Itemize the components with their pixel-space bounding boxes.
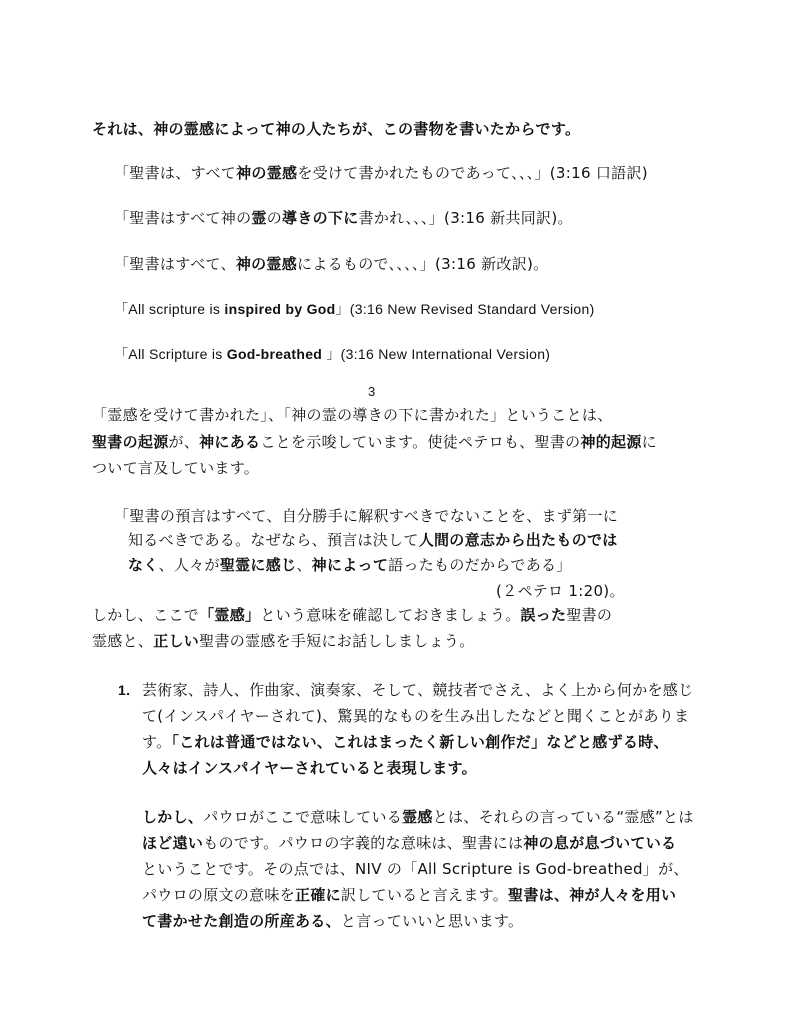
para3-line1: しかし、パウロがここで意味している霊感とは、それらの言っている“霊感”とは xyxy=(142,808,694,826)
para3-line2: ほど遠いものです。パウロの字義的な意味は、聖書には神の息が息づいている xyxy=(142,834,677,852)
quote-niv: 「All Scripture is God-breathed 」(3:16 New International Version) xyxy=(114,346,551,362)
quote-shinkyodo: 「聖書はすべて神の霊の導きの下に書かれ、、、」(3:16 新共同訳)。 xyxy=(114,209,573,227)
para1-line3: ついて言及しています。 xyxy=(92,459,260,477)
list-item-line3: す。「これは普通ではない、これはまったく新しい創作だ」などと感ずる時、 xyxy=(142,733,669,751)
para3-line5: て書かせた創造の所産ある、と言っていいと思います。 xyxy=(142,912,524,930)
page-number: 3 xyxy=(368,384,376,399)
list-item-line2: て(インスパイヤーされて)、驚異的なものを生み出したなどと聞くことがありま xyxy=(142,707,690,725)
para2-line2: 霊感と、正しい聖書の霊感を手短にお話ししましょう。 xyxy=(92,632,475,650)
list-item-line4: 人々はインスパイヤーされていると表現します。 xyxy=(142,759,477,777)
para2-line1: しかし、ここで「霊感」という意味を確認しておきましょう。誤った聖書の xyxy=(92,606,613,624)
para3-line3: ということです。その点では、NIV の「All Scripture is God-breathed」が、 xyxy=(142,860,689,878)
quote-kougo: 「聖書は、すべて神の霊感を受けて書かれたものであって、、、」(3:16 口語訳) xyxy=(114,164,648,182)
peter-quote-ref: (２ペテロ 1:20)。 xyxy=(496,582,625,600)
quote-shinkaiyaku: 「聖書はすべて、神の霊感によるもので、、、、」(3:16 新改訳)。 xyxy=(114,255,549,273)
list-item-line1: 芸術家、詩人、作曲家、演奏家、そして、競技者でさえ、よく上から何かを感じ xyxy=(142,681,694,699)
para1-line1: 「霊感を受けて書かれた」、「神の霊の導きの下に書かれた」ということは、 xyxy=(92,406,613,424)
para3-line4: パウロの原文の意味を正確に訳していると言えます。聖書は、神が人々を用い xyxy=(142,886,677,904)
list-item-number: 1. xyxy=(118,682,131,698)
heading: それは、神の霊感によって神の人たちが、この書物を書いたからです。 xyxy=(92,120,581,138)
quote-nrsv: 「All scripture is inspired by God」(3:16 New Revised Standard Version) xyxy=(114,301,595,317)
peter-quote-line1: 「聖書の預言はすべて、自分勝手に解釈すべきでないことを、まず第一に xyxy=(114,507,619,525)
peter-quote-line2: 知るべきである。なぜなら、預言は決して人間の意志から出たものでは xyxy=(128,531,618,549)
peter-quote-line3: なく、人々が聖霊に感じ、神によって語ったものだからである」 xyxy=(128,556,572,574)
para1-line2: 聖書の起源が、神にあることを示唆しています。使徒ペテロも、聖書の神的起源に xyxy=(92,433,657,451)
